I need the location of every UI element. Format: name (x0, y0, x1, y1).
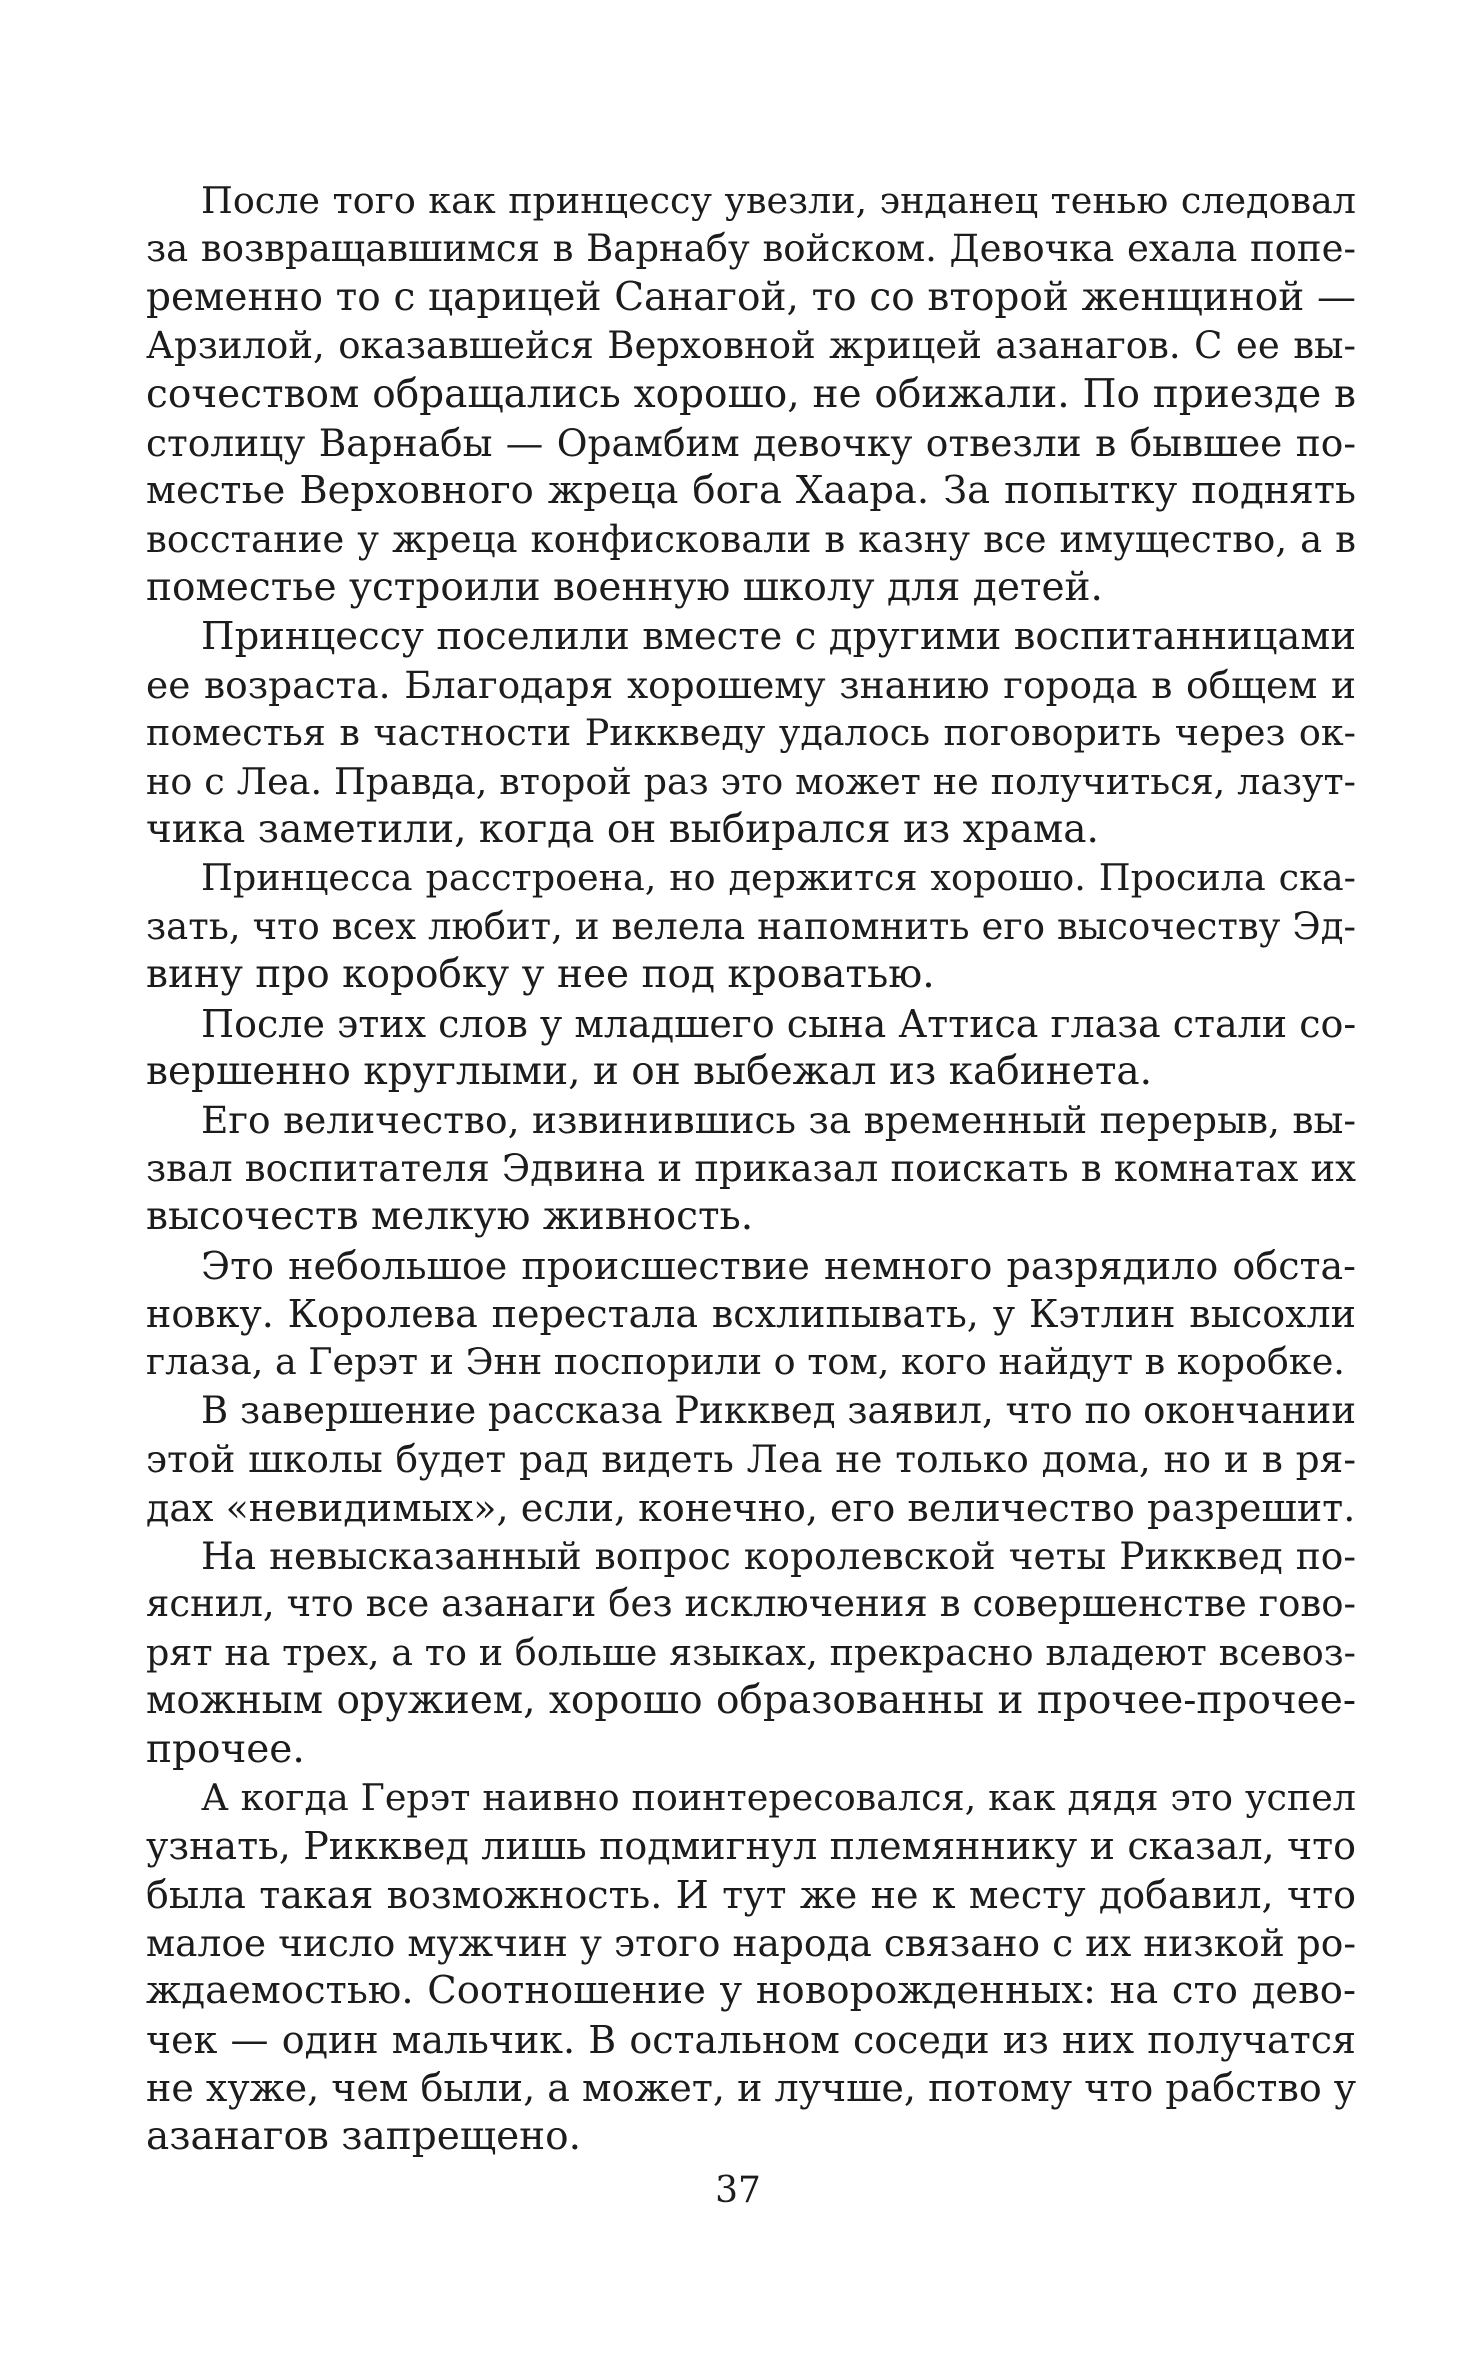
text-line: Арзилой, оказавшейся Верховной жрицей азанагов. С ее вы- (146, 324, 1356, 368)
paragraph (146, 1242, 1356, 1387)
paragraph (146, 177, 1356, 613)
text-line: малое число мужчин у этого народа связано с их низкой ро- (146, 1921, 1356, 1966)
text-line: На невысказанный вопрос королевской четы Рикквед по- (201, 1533, 1356, 1578)
text-line: В завершение рассказа Рикквед заявил, что по окончании (201, 1388, 1356, 1432)
text-line: После этих слов у младшего сына Аттиса глаза стали со- (201, 1001, 1357, 1046)
text-line: дах «невидимых», если, конечно, его величество разрешит. (146, 1485, 1356, 1530)
text-line: Принцесса расстроена, но держится хорошо. Просила ска- (201, 856, 1356, 900)
text-line: не хуже, чем были, а может, и лучше, потому что рабство у (146, 2066, 1357, 2111)
text-line: но с Леа. Правда, второй раз это может не получиться, лазут- (146, 759, 1356, 803)
text-line: вершенно круглыми, и он выбежал из кабинета. (146, 1049, 1153, 1095)
text-line: поместья в частности Риккведу удалось поговорить через ок- (146, 711, 1356, 755)
text-line: местье Верховного жреца бога Хаара. За попытку поднять (146, 468, 1356, 514)
text-line: сочеством обращались хорошо, не обижали. По приезде в (146, 371, 1356, 417)
text-line: узнать, Рикквед лишь подмигнул племяннику и сказал, что (146, 1824, 1356, 1869)
text-line: ее возраста. Благодаря хорошему знанию города в общем и (146, 662, 1356, 707)
text-line: высочеств мелкую живность. (146, 1194, 754, 1240)
text-line: Это небольшое происшествие немного разрядило обста- (201, 1243, 1356, 1288)
text-line: яснил, что все азанаги без исключения в совершенстве гово- (146, 1582, 1356, 1626)
body-text (146, 177, 1356, 2161)
text-line: А когда Герэт наивно поинтересовался, как дядя это успел (201, 1775, 1356, 1819)
paragraph (146, 854, 1356, 999)
text-line: Принцессу поселили вместе с другими воспитанницами (201, 613, 1356, 659)
text-line: вину про коробку у нее под кроватью. (146, 952, 935, 998)
text-line: этой школы будет рад видеть Леа не только дома, но и в ря- (146, 1437, 1356, 1482)
text-line: зать, что всех любит, и велела напомнить его высочеству Эд- (146, 904, 1356, 948)
paragraph (146, 1774, 1356, 2161)
text-line: чек — один мальчик. В остальном соседи из них получатся (146, 2017, 1356, 2062)
paragraph (146, 613, 1356, 855)
text-line: После того как принцессу увезли, энданец тенью следовал (201, 179, 1356, 222)
text-line: Его величество, извинившись за временный перерыв, вы- (201, 1098, 1356, 1143)
text-line: глаза, а Герэт и Энн поспорили о том, кого найдут в коробке. (146, 1340, 1345, 1384)
text-line: ждаемостью. Соотношение у новорожденных: на сто дево- (146, 1968, 1356, 2014)
text-line: рят на трех, а то и больше языках, прекрасно владеют всевоз- (146, 1630, 1356, 1674)
text-line: поместье устроили военную школу для детей. (146, 565, 1103, 611)
text-line: восстание у жреца конфисковали в казну все имущество, а в (146, 517, 1356, 561)
text-line: новку. Королева перестала всхлипывать, у Кэтлин высохли (146, 1291, 1356, 1336)
paragraph (146, 1532, 1356, 1774)
text-line: за возвращавшимся в Варнабу войском. Девочка ехала попе- (146, 227, 1356, 271)
paragraph (146, 1387, 1356, 1532)
paragraph (146, 1096, 1356, 1241)
text-line: азанагов запрещено. (146, 2113, 582, 2159)
text-line: звал воспитателя Эдвина и приказал поискать в комнатах их (146, 1146, 1356, 1190)
paragraph (146, 1000, 1356, 1097)
text-line: можным оружием, хорошо образованны и прочее-прочее- (146, 1678, 1356, 1724)
text-line: чика заметили, когда он выбирался из храма. (146, 807, 1099, 853)
text-line: ременно то с царицей Санагой, то со второй женщиной — (146, 274, 1356, 320)
text-line: столицу Варнабы — Орамбим девочку отвезли в бывшее по- (146, 420, 1356, 465)
text-line: была такая возможность. И тут же не к месту добавил, что (146, 1872, 1356, 1917)
text-line: прочее. (146, 1726, 305, 1772)
page-number: 37 (715, 2170, 761, 2211)
